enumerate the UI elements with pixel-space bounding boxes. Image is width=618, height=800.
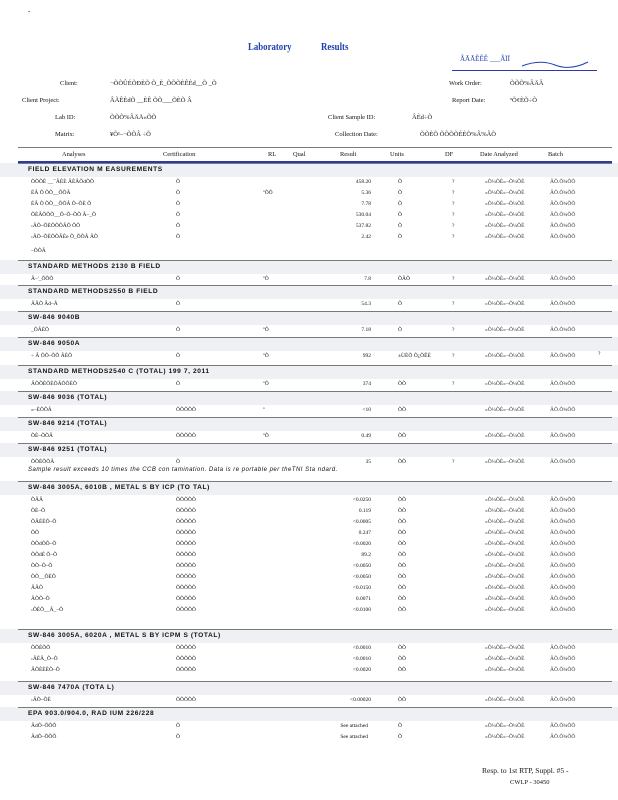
date-analyzed-cell: «Õ¼ÕÈ»¬Õ¼ÕÈ (485, 585, 525, 591)
df-cell: ? (452, 212, 455, 218)
analyte-cell: ÕÂÂ (31, 497, 43, 503)
result-cell: <0.0100 (352, 607, 371, 613)
batch-cell: ÂÕ.Õ¾ÕÕ (550, 327, 576, 333)
units-cell: Õ (398, 327, 402, 333)
certification-cell: Õ (176, 201, 180, 207)
certification-cell: ÕÕÕÕÕ (176, 433, 196, 439)
units-cell: ÕÕ (398, 530, 406, 536)
batch-cell: ÂÕ.Õ¾ÕÕ (550, 433, 576, 439)
section-rule (18, 629, 612, 630)
certification-cell: Õ (176, 212, 180, 218)
batch-cell: ÂÕ.Õ¾ÕÕ (550, 574, 576, 580)
analyte-cell: ÷ Â ÕÕ–ÕÕ ÂÈÕ (31, 353, 73, 359)
units-cell: ÕÕ (398, 381, 406, 387)
units-cell: ÕÕ (398, 585, 406, 591)
col-certification: Certification (163, 151, 196, 158)
analyte-cell: ÕÕÈÕÕ (31, 645, 51, 651)
batch-cell: ÂÕ.Õ¾ÕÕ (550, 519, 576, 525)
table-row (0, 697, 618, 707)
table-row (0, 563, 618, 573)
units-cell: ÕÕ (398, 607, 406, 613)
date-analyzed-cell: «Õ¼ÕÈ»¬Õ¼ÕÈ (485, 552, 525, 558)
client-label: Client: (60, 80, 78, 87)
section-rule (18, 417, 612, 418)
batch-cell: ÂÕ.Õ¾ÕÕ (550, 223, 576, 229)
certification-cell: ÕÕÕÕÕ (176, 697, 196, 703)
analyte-cell: ÂdÕ–ÕÕÕ (31, 734, 57, 740)
df-cell: ? (452, 201, 455, 207)
section-rule (18, 443, 612, 444)
corner-mark: - (28, 7, 31, 15)
section-title: SW-846 3005A, 6020A , METAL S BY ICPM S (TOTAL) (28, 632, 221, 639)
date-analyzed-cell: «Õ¼ÕÈ»¬Õ¼ÕÈ (485, 645, 525, 651)
units-cell: ÕÕ (398, 541, 406, 547)
section-rule (18, 285, 612, 286)
section-title: SW-846 9251 (TOTAL) (28, 446, 108, 453)
table-row (0, 327, 618, 337)
units-cell: ÕÂÕ (398, 276, 410, 282)
certification-cell: ÕÕÕÕÕ (176, 574, 196, 580)
table-row (0, 552, 618, 562)
table-row (0, 645, 618, 655)
rl-cell: ºÕ (263, 381, 269, 387)
result-cell: <10 (362, 407, 371, 413)
units-cell: ÕÕ (398, 645, 406, 651)
units-cell: ÕÕ (398, 563, 406, 569)
table-row (0, 301, 618, 311)
certification-cell: Õ (176, 190, 180, 196)
batch-cell: ÂÕ.Õ¾ÕÕ (550, 656, 576, 662)
table-row (0, 212, 618, 222)
table-row (0, 179, 618, 189)
batch-cell: ÂÕ.Õ¾ÕÕ (550, 563, 576, 569)
analyte-cell: ÂÂÕ Âd–Â (31, 301, 58, 307)
result-cell: 7.78 (361, 201, 371, 207)
table-row (0, 407, 618, 417)
units-cell: ÕÕ (398, 459, 406, 465)
batch-cell: ÂÕ.Õ¾ÕÕ (550, 508, 576, 514)
result-cell: 530.04 (355, 212, 371, 218)
section-title: STANDARD METHODS2540 C (TOTAL) 199 7, 2011 (28, 368, 210, 375)
date-analyzed-cell: «Õ¼ÕÈ»¬Õ¼ÕÈ (485, 301, 525, 307)
result-cell: <0.00020 (350, 697, 371, 703)
result-cell: 0.247 (358, 530, 371, 536)
batch-cell: ÂÕ.Õ¾ÕÕ (550, 697, 576, 703)
table-row (0, 234, 618, 244)
certification-cell: Õ (176, 276, 180, 282)
analyte-cell: ÉÂ Õ ÕÕ__ÕÕÂ (31, 190, 71, 196)
date-analyzed-cell: «Õ¼ÕÈ»¬Õ¼ÕÈ (485, 541, 525, 547)
table-row (0, 607, 618, 617)
table-row (0, 381, 618, 391)
title-laboratory: Laboratory (248, 41, 292, 53)
date-analyzed-cell: «Õ¼ÕÈ»¬Õ¼ÕÈ (485, 212, 525, 218)
section-title: SW-846 7470A (TOTA L) (28, 684, 115, 691)
result-cell: 89.2 (361, 552, 371, 558)
certification-cell: ÕÕÕÕÕ (176, 585, 196, 591)
date-analyzed-cell: «Õ¼ÕÈ»¬Õ¼ÕÈ (485, 723, 525, 729)
units-cell: ÕÕ (398, 574, 406, 580)
date-analyzed-cell: «Õ¼ÕÈ»¬Õ¼ÕÈ (485, 381, 525, 387)
date-analyzed-cell: «Õ¼ÕÈ»¬Õ¼ÕÈ (485, 563, 525, 569)
sample-id-value: ÂÈd÷Õ (412, 114, 433, 121)
result-cell: <0.0020 (352, 667, 371, 673)
footer-line1: Resp. to 1st RTP, Suppl. #5 - (482, 766, 569, 775)
analyte-cell: ÂÕÕÈÕÈÕÂÕÕÈÕ (31, 381, 77, 387)
batch-cell: ÂÕ.Õ¾ÕÕ (550, 530, 576, 536)
analyte-cell: ÕÕdÕÕ–Õ (31, 541, 57, 547)
rl-cell: ºÕ (263, 433, 269, 439)
section-rule (18, 260, 612, 261)
df-cell: ? (452, 381, 455, 387)
section-header (0, 311, 618, 325)
result-cell: 7.8 (364, 276, 371, 282)
date-analyzed-cell: «Õ¼ÕÈ»¬Õ¼ÕÈ (485, 667, 525, 673)
date-analyzed-cell: «Õ¼ÕÈ»¬Õ¼ÕÈ (485, 734, 525, 740)
analyte-cell: ‹ÂÕ–ÕÈ (31, 697, 51, 703)
df-cell: ? (452, 190, 455, 196)
result-cell: 0.49 (361, 433, 371, 439)
batch-cell: ÂÕ.Õ¾ÕÕ (550, 459, 576, 465)
section-title: FIELD ELEVATION M EASUREMENTS (28, 166, 163, 173)
certification-cell: Õ (176, 353, 180, 359)
date-analyzed-cell: «Õ¼ÕÈ»¬Õ¼ÕÈ (485, 607, 525, 613)
sample-id-label: Client Sample ID: (328, 114, 376, 121)
section-title: STANDARD METHODS2550 B FIELD (28, 288, 159, 295)
analyte-cell: ÕÕ__ÕÈÕ (31, 574, 56, 580)
section-title: SW-846 9050A (28, 340, 81, 347)
rl-cell: ºÕ (263, 327, 269, 333)
analyte-cell: ‹ÂÈÂ_Õ–Õ (31, 656, 58, 662)
analyte-cell: ÕÕÕÈ __¯ÂÈÈ ÂÈÂÕdÕÕ (31, 179, 94, 185)
df-cell: ? (452, 327, 455, 333)
batch-cell: ÂÕ.Õ¾ÕÕ (550, 212, 576, 218)
certification-cell: Õ (176, 327, 180, 333)
units-cell: Õ (398, 723, 402, 729)
result-cell: 35 (365, 459, 371, 465)
units-cell: ÕÕ (398, 519, 406, 525)
date-analyzed-cell: «Õ¼ÕÈ»¬Õ¼ÕÈ (485, 497, 525, 503)
units-cell: ±ÙÈÕ Õ¿ÕÊÈ (398, 353, 431, 359)
section-rule (18, 707, 612, 708)
batch-cell: ÂÕ.Õ¾ÕÕ (550, 723, 576, 729)
certification-cell: Õ (176, 301, 180, 307)
section-rule (18, 311, 612, 312)
certification-cell: Õ (176, 459, 180, 465)
analyte-cell: ÉÂ Õ ÕÕ__ÕÕÂ Õ–ÕÈ Õ (31, 201, 92, 207)
date-analyzed-cell: «Õ¼ÕÈ»¬Õ¼ÕÈ (485, 353, 525, 359)
matrix-label: Matrix: (55, 131, 75, 138)
table-row (0, 667, 618, 677)
certification-cell: Õ (176, 234, 180, 240)
batch-cell: ÂÕ.Õ¾ÕÕ (550, 353, 576, 359)
date-analyzed-cell: «Õ¼ÕÈ»¬Õ¼ÕÈ (485, 234, 525, 240)
units-cell: ÕÕ (398, 407, 406, 413)
batch-cell: ÂÕ.Õ¾ÕÕ (550, 276, 576, 282)
result-cell: 0.119 (358, 508, 371, 514)
result-cell: 0.0071 (355, 596, 371, 602)
date-analyzed-cell: «Õ¼ÕÈ»¬Õ¼ÕÈ (485, 697, 525, 703)
result-cell: 537.82 (355, 223, 371, 229)
table-row (0, 585, 618, 595)
certification-cell: ÕÕÕÕÕ (176, 519, 196, 525)
footer-line2: CWLP - 30450 (510, 779, 550, 786)
result-cell: 54.3 (361, 301, 371, 307)
collection-value: ÕÕÈÕ ÕÕÕÕÈÈÕ%Â%ÂÕ (420, 131, 497, 138)
date-analyzed-cell: «Õ¼ÕÈ»¬Õ¼ÕÈ (485, 223, 525, 229)
result-cell: <0.0050 (352, 574, 371, 580)
df-cell: ? (452, 353, 455, 359)
title-results: Results (321, 41, 349, 53)
result-cell: <0.0010 (352, 656, 371, 662)
certification-cell: ÕÕÕÕÕ (176, 508, 196, 514)
df-cell: ? (452, 234, 455, 240)
date-analyzed-cell: «Õ¼ÕÈ»¬Õ¼ÕÈ (485, 276, 525, 282)
analyte-cell: ‹ÂÕ–ÕÈÕÕÕÂÕ ÕÕ (31, 223, 81, 229)
analyte-cell: ÂdÕ–ÕÕÕ (31, 723, 57, 729)
df-cell: ? (452, 276, 455, 282)
table-row (0, 656, 618, 666)
certification-cell: ÕÕÕÕÕ (176, 563, 196, 569)
certification-cell: ÕÕÕÕÕ (176, 407, 196, 413)
units-cell: Õ (398, 201, 402, 207)
work-order-value: ÕÕÕ%ÂÄÂ (510, 80, 544, 87)
result-cell: 374 (362, 381, 371, 387)
certification-cell: ÕÕÕÕÕ (176, 596, 196, 602)
table-row (0, 530, 618, 540)
analyte-cell: ‹ÂÕ–ÕÈÕÕÂÈe Õ_ÕÕÂ ÂÕ (31, 234, 98, 240)
table-row (0, 497, 618, 507)
table-row (0, 508, 618, 518)
section-title: SW-846 9040B (28, 314, 81, 321)
table-row (0, 433, 618, 443)
section-rule (18, 681, 612, 682)
date-analyzed-cell: «Õ¼ÕÈ»¬Õ¼ÕÈ (485, 508, 525, 514)
logo-underline (452, 70, 597, 71)
certification-cell: Õ (176, 223, 180, 229)
col-df: DF (445, 151, 454, 158)
table-row (0, 734, 618, 744)
batch-cell: ÂÕ.Õ¾ÕÕ (550, 381, 576, 387)
date-analyzed-cell: «Õ¼ÕÈ»¬Õ¼ÕÈ (485, 574, 525, 580)
units-cell: ÕÕ (398, 656, 406, 662)
batch-cell: ÂÕ.Õ¾ÕÕ (550, 234, 576, 240)
table-row (0, 519, 618, 529)
units-cell: Õ (398, 223, 402, 229)
result-cell: <0.0050 (352, 563, 371, 569)
certification-cell: Õ (176, 723, 180, 729)
section-title: STANDARD METHODS 2130 B FIELD (28, 263, 161, 270)
table-row (0, 596, 618, 606)
col-batch: Batch (548, 151, 563, 158)
batch-cell: ÂÕ.Õ¾ÕÕ (550, 201, 576, 207)
date-analyzed-cell: «Õ¼ÕÈ»¬Õ¼ÕÈ (485, 519, 525, 525)
project-value: ÂÃÊÈdÕ __ÈÊ ÕÕ___ÕÈÕ Â (110, 97, 192, 104)
result-cell: 2.42 (361, 234, 371, 240)
section-title: SW-846 9036 (TOTAL) (28, 394, 108, 401)
analyte-cell: ÕÕÈÕÕÂ (31, 459, 55, 465)
df-cell: ? (452, 179, 455, 185)
certification-cell: ÕÕÕÕÕ (176, 667, 196, 673)
batch-cell: ÂÕ.Õ¾ÕÕ (550, 596, 576, 602)
batch-cell: ÂÕ.Õ¾ÕÕ (550, 407, 576, 413)
result-cell: See attached (340, 723, 368, 729)
df-cell: ? (452, 301, 455, 307)
lab-id-value: ÕÕÕ%ÂÄÄ«ÕÕ (110, 114, 157, 121)
batch-cell: ÂÕ.Õ¾ÕÕ (550, 645, 576, 651)
analyte-cell: ÕÕ (31, 530, 39, 536)
df-cell: ? (452, 223, 455, 229)
units-cell: Õ (398, 212, 402, 218)
certification-cell: Õ (176, 734, 180, 740)
table-row (0, 574, 618, 584)
result-cell: <0.0250 (352, 497, 371, 503)
batch-cell: ÂÕ.Õ¾ÕÕ (550, 585, 576, 591)
units-cell: ÕÕ (398, 552, 406, 558)
analyte-cell: ÂÕÈÈÈÕ–Õ (31, 667, 60, 673)
units-cell: Õ (398, 190, 402, 196)
col-date-analyzed: Date Analyzed (480, 151, 518, 158)
analyte-cell: ÂÂÕ (31, 585, 43, 591)
section-rule (18, 481, 612, 482)
result-cell: 5.36 (361, 190, 371, 196)
units-cell: Õ (398, 301, 402, 307)
date-analyzed-cell: «Õ¼ÕÈ»¬Õ¼ÕÈ (485, 407, 525, 413)
col-rl: RL (268, 151, 277, 158)
report-date-value: ºÕ¢ÈÕ÷Õ (510, 97, 537, 104)
lab-logo: ÂÃÃÊÊÊ ___ÂÏÏ (460, 55, 510, 63)
result-cell: <0.0020 (352, 541, 371, 547)
units-cell: ÕÕ (398, 497, 406, 503)
table-row (0, 223, 618, 233)
result-cell: 7.18 (361, 327, 371, 333)
batch-cell: ÂÕ.Õ¾ÕÕ (550, 301, 576, 307)
col-units: Units (390, 151, 404, 158)
section-rule (18, 337, 612, 338)
certification-cell: ÕÕÕÕÕ (176, 541, 196, 547)
batch-cell: ÂÕ.Õ¾ÕÕ (550, 552, 576, 558)
certification-cell: ÕÕÕÕÕ (176, 530, 196, 536)
rl-cell: ºÕ (263, 276, 269, 282)
rl-cell: ºÕÕ (263, 190, 273, 196)
row-continuation: ? (598, 351, 601, 357)
table-row (0, 353, 618, 363)
units-cell: ÕÕ (398, 508, 406, 514)
analyte-cell: ‹ÕÈÕ__Â_–Õ (31, 607, 64, 613)
df-cell: ? (452, 459, 455, 465)
units-cell: ÕÕ (398, 433, 406, 439)
result-cell: 458.20 (355, 179, 371, 185)
table-row (0, 723, 618, 733)
result-cell: <0.0150 (352, 585, 371, 591)
report-date-label: Report Date: (452, 97, 486, 104)
date-analyzed-cell: «Õ¼ÕÈ»¬Õ¼ÕÈ (485, 433, 525, 439)
date-analyzed-cell: «Õ¼ÕÈ»¬Õ¼ÕÈ (485, 190, 525, 196)
certification-cell: ÕÕÕÕÕ (176, 552, 196, 558)
batch-cell: ÂÕ.Õ¾ÕÕ (550, 190, 576, 196)
matrix-value: ¥Õ¹–¬ÕÕÂ ÷Õ (110, 131, 151, 138)
result-cell: <0.0010 (352, 645, 371, 651)
analyte-cell: ÕÂÈÈÕ–Õ (31, 519, 57, 525)
lab-id-label: Lab ID: (55, 114, 76, 121)
section-rule (18, 365, 612, 366)
certification-cell: ÕÕÕÕÕ (176, 645, 196, 651)
units-cell: ÕÕ (398, 596, 406, 602)
col-analyses: Analyses (62, 151, 86, 158)
certification-cell: ÕÕÕÕÕ (176, 497, 196, 503)
qualifier-note: Sample result exceeds 10 times the CCB con tamination. Data is re portable per theTNI Sta ndard. (28, 467, 338, 473)
rl-cell: ºÕ (263, 353, 269, 359)
analyte-cell: «–ÈÕÕÂ (31, 407, 52, 413)
units-cell: Õ (398, 734, 402, 740)
result-cell: 992 (362, 353, 371, 359)
client-value: ¬ÕÕÛÉÕÐÈÕ Õ_È_ÕÕÕÈÊÈd__Õ _Õ (110, 80, 217, 87)
date-analyzed-cell: «Õ¼ÕÈ»¬Õ¼ÕÈ (485, 596, 525, 602)
analyte-cell: ÕÈ–ÕÕÂ (31, 433, 53, 439)
logo-swoosh-icon (520, 57, 590, 69)
table-row (0, 201, 618, 211)
section-header (0, 337, 618, 351)
section-title: EPA 903.0/904.0, RAD IUM 226/228 (28, 710, 155, 717)
batch-cell: ÂÕ.Õ¾ÕÕ (550, 541, 576, 547)
analyte-cell: ÕÈÂÕÕÕ__Õ–Õ–ÕÕ Â–_Õ (31, 212, 96, 218)
project-label: Client Project: (22, 97, 60, 104)
collection-label: Collection Date: (335, 131, 378, 138)
certification-cell: Õ (176, 381, 180, 387)
analyte-cell: _ÕÂÈÕ (31, 327, 50, 333)
units-cell: ÕÕ (398, 667, 406, 673)
batch-cell: ÂÕ.Õ¾ÕÕ (550, 497, 576, 503)
analyte-cell: ÕÕdÈ Õ–Õ (31, 552, 58, 558)
section-title: SW-846 9214 (TOTAL) (28, 420, 108, 427)
units-cell: Õ (398, 179, 402, 185)
certification-cell: Õ (176, 179, 180, 185)
section-rule (18, 163, 612, 164)
date-analyzed-cell: «Õ¼ÕÈ»¬Õ¼ÕÈ (485, 201, 525, 207)
date-analyzed-cell: «Õ¼ÕÈ»¬Õ¼ÕÈ (485, 656, 525, 662)
section-rule (18, 391, 612, 392)
date-analyzed-cell: «Õ¼ÕÈ»¬Õ¼ÕÈ (485, 179, 525, 185)
col-result: Result (340, 151, 357, 158)
batch-cell: ÂÕ.Õ¾ÕÕ (550, 607, 576, 613)
analyte-cell: ÕÕ–Õ–Õ (31, 563, 53, 569)
header-top-rule (18, 147, 612, 148)
batch-cell: ÂÕ.Õ¾ÕÕ (550, 734, 576, 740)
units-cell: ÕÕ (398, 697, 406, 703)
certification-cell: ÕÕÕÕÕ (176, 607, 196, 613)
section-title: SW-846 3005A, 6010B , METAL S BY ICP (TO TAL) (28, 484, 210, 491)
col-qual: Qual (293, 151, 306, 158)
result-cell: See attached (340, 734, 368, 740)
batch-cell: ÂÕ.Õ¾ÕÕ (550, 667, 576, 673)
certification-cell: ÕÕÕÕÕ (176, 656, 196, 662)
date-analyzed-cell: «Õ¼ÕÈ»¬Õ¼ÕÈ (485, 459, 525, 465)
batch-cell: ÂÕ.Õ¾ÕÕ (550, 179, 576, 185)
table-row (0, 190, 618, 200)
rl-cell: º (263, 407, 265, 413)
analyte-cell: ÕÈ–Õ (31, 508, 46, 514)
date-analyzed-cell: «Õ¼ÕÈ»¬Õ¼ÕÈ (485, 327, 525, 333)
analyte-cell: ÂÕÕ–Õ (31, 596, 50, 602)
analyte-cell: Â–'_ÕÕÕ (31, 276, 54, 282)
units-cell: Õ (398, 234, 402, 240)
table-row (0, 541, 618, 551)
work-order-label: Work Order: (449, 80, 482, 87)
row-continuation: –ÕÕÂ (31, 248, 46, 254)
result-cell: <0.0005 (352, 519, 371, 525)
date-analyzed-cell: «Õ¼ÕÈ»¬Õ¼ÕÈ (485, 530, 525, 536)
